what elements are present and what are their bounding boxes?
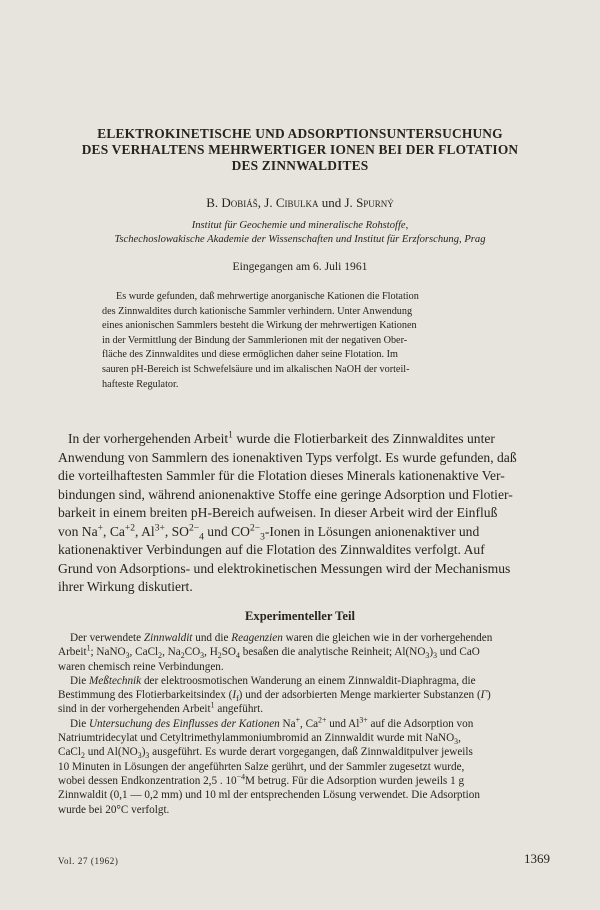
affiliation [40,219,560,247]
paper-title [40,126,560,174]
received-date: Eingegangen am 6. Juli 1961 [232,260,368,273]
page-number: 1369 [524,851,550,866]
author-conjunction: und [321,195,342,210]
body-line: Arbeit$^1$; NaNO$_3$, CaCl$_2$, $Na_2CO_3$, $H_2SO_4$ besaßen die analytische Reinheit; $Al(NO_3)_3$ und CaO [58,643,480,661]
intro-line: Grund von Adsorptions- und elektrokinetischen Messungen wird der Mechanismus [58,560,511,576]
body-line: Die Meßtechnik der elektroosmotischen Wanderung an einem Zinnwaldit-Diaphragma, die [70,674,476,687]
volume-info: Vol. 27 (1962) [58,856,119,866]
author-surname: Cibulka [275,195,319,210]
body-text [58,631,550,817]
affiliation-line: Institut für Geochemie und mineralische Rohstoffe, [191,220,409,231]
affiliation-line: Tschechoslowakische Akademie der Wissenschaften und Institut für Erzforschung, Prag [114,234,486,245]
author-initial: J. [344,195,353,210]
author-initial: J. [264,195,273,210]
title-line: ELEKTROKINETISCHE UND ADSORPTIONSUNTERSUCHUNG [97,126,503,141]
body-line: wurde bei 20°C verfolgt. [58,803,170,816]
abstract-line: eines anionischen Sammlers besteht die Wirkung der mehrwertigen Kationen [102,320,417,332]
author-separator: , [257,195,262,210]
body-line: CaCl$_2$ und $Al(NO_3)_3$ ausgeführt. Es wurde derart vorgegangen, daß Zinnwalditpulver jeweils [58,746,473,761]
title-line: DES ZINNWALDITES [231,158,369,173]
author-surname: Spurný [356,195,394,210]
abstract-line: in der Vermittlung der Bindung der Sammlerionen mit der negativen Ober- [102,334,408,346]
section-heading: Experimenteller Teil [245,609,355,623]
body-line: Bestimmung des Flotierbarkeitsindex $(I_f)$ und der adsorbierten Menge markierter Substanzen (Γ) [58,689,491,704]
body-line: waren chemisch reine Verbindungen. [58,660,224,673]
title-line: DES VERHALTENS MEHRWERTIGER IONEN BEI DER FLOTATION [81,142,519,157]
intro-line: bindungen sind, während anionenaktive Stoffe eine geringe Adsorption und Flotier- [58,486,513,502]
intro-line: barkeit in einem breiten pH-Bereich aufweisen. In dieser Arbeit wird der Einfluß [58,505,498,520]
intro-line: von Na+, $Ca^{+2}$, $Al^{3+}$, $SO^{2-}_4$ und $CO^{2-}_3$-Ionen in Lösungen anionenaktiver und [58,522,480,543]
intro-line: ihrer Wirkung diskutiert. [58,579,193,594]
intro-line: die vorteilhaftesten Sammler für die Flotation dieses Minerals kationenaktive Ver- [58,468,505,483]
abstract-line: hafteste Regulator. [102,378,179,390]
body-line: sind in der vorhergehenden Arbeit$^1$ angeführt. [58,700,264,716]
intro-line: In der vorhergehenden Arbeit$^1$ wurde die Flotierbarkeit des Zinnwaldites unter [68,430,495,446]
author-list [40,195,560,211]
introduction [58,430,550,597]
abstract [102,290,502,392]
body-line: 10 Minuten in Lösungen der angeführten Salze gerührt, und der Sammler zugesetzt wurde, [58,760,465,773]
body-line: Natriumtridecylat und Cetyltrimethylammoniumbromid an Zinnwaldit wurde mit NaNO$_3$, [58,732,461,747]
body-line: Die Untersuchung des Einflusses der Kationen Na+, $Ca^{2+}$ und $Al^{3+}$ auf die Adsorption von [70,715,474,730]
reference-mark: 1 [228,430,233,441]
author-initial: B. [206,195,219,210]
intro-line: Anwendung von Sammlern des ionenaktiven Typs verfolgt. Es wurde gefunden, daß [58,449,517,465]
body-line: Zinnwaldit (0,1 — 0,2 mm) und 10 ml der entsprechenden Lösung verwendet. Die Adsorption [58,789,480,802]
abstract-line: Es wurde gefunden, daß mehrwertige anorganische Kationen die Flotation [116,291,419,302]
abstract-line: des Zinnwaldites durch kationische Sammler verhindern. Unter Anwendung [102,305,413,317]
body-line: Der verwendete Zinnwaldit und die Reagenzien waren die gleichen wie in der vorhergehenden [70,632,493,644]
body-line: wobei dessen Endkonzentration 2,5 . $10^{-4}M$ betrug. Für die Adsorption wurden jeweils 1 g [58,772,465,787]
author-surname: Dobiáš [221,195,258,210]
abstract-line: fläche des Zinnwaldites und diese ermöglichen daher seine Flotation. Im [102,349,398,361]
abstract-line: sauren pH-Bereich ist Schwefelsäure und im alkalischen NaOH der vorteil- [102,363,410,375]
intro-line: kationenaktiver Verbindungen auf die Flotation des Zinnwaldites verfolgt. Auf [58,542,485,557]
